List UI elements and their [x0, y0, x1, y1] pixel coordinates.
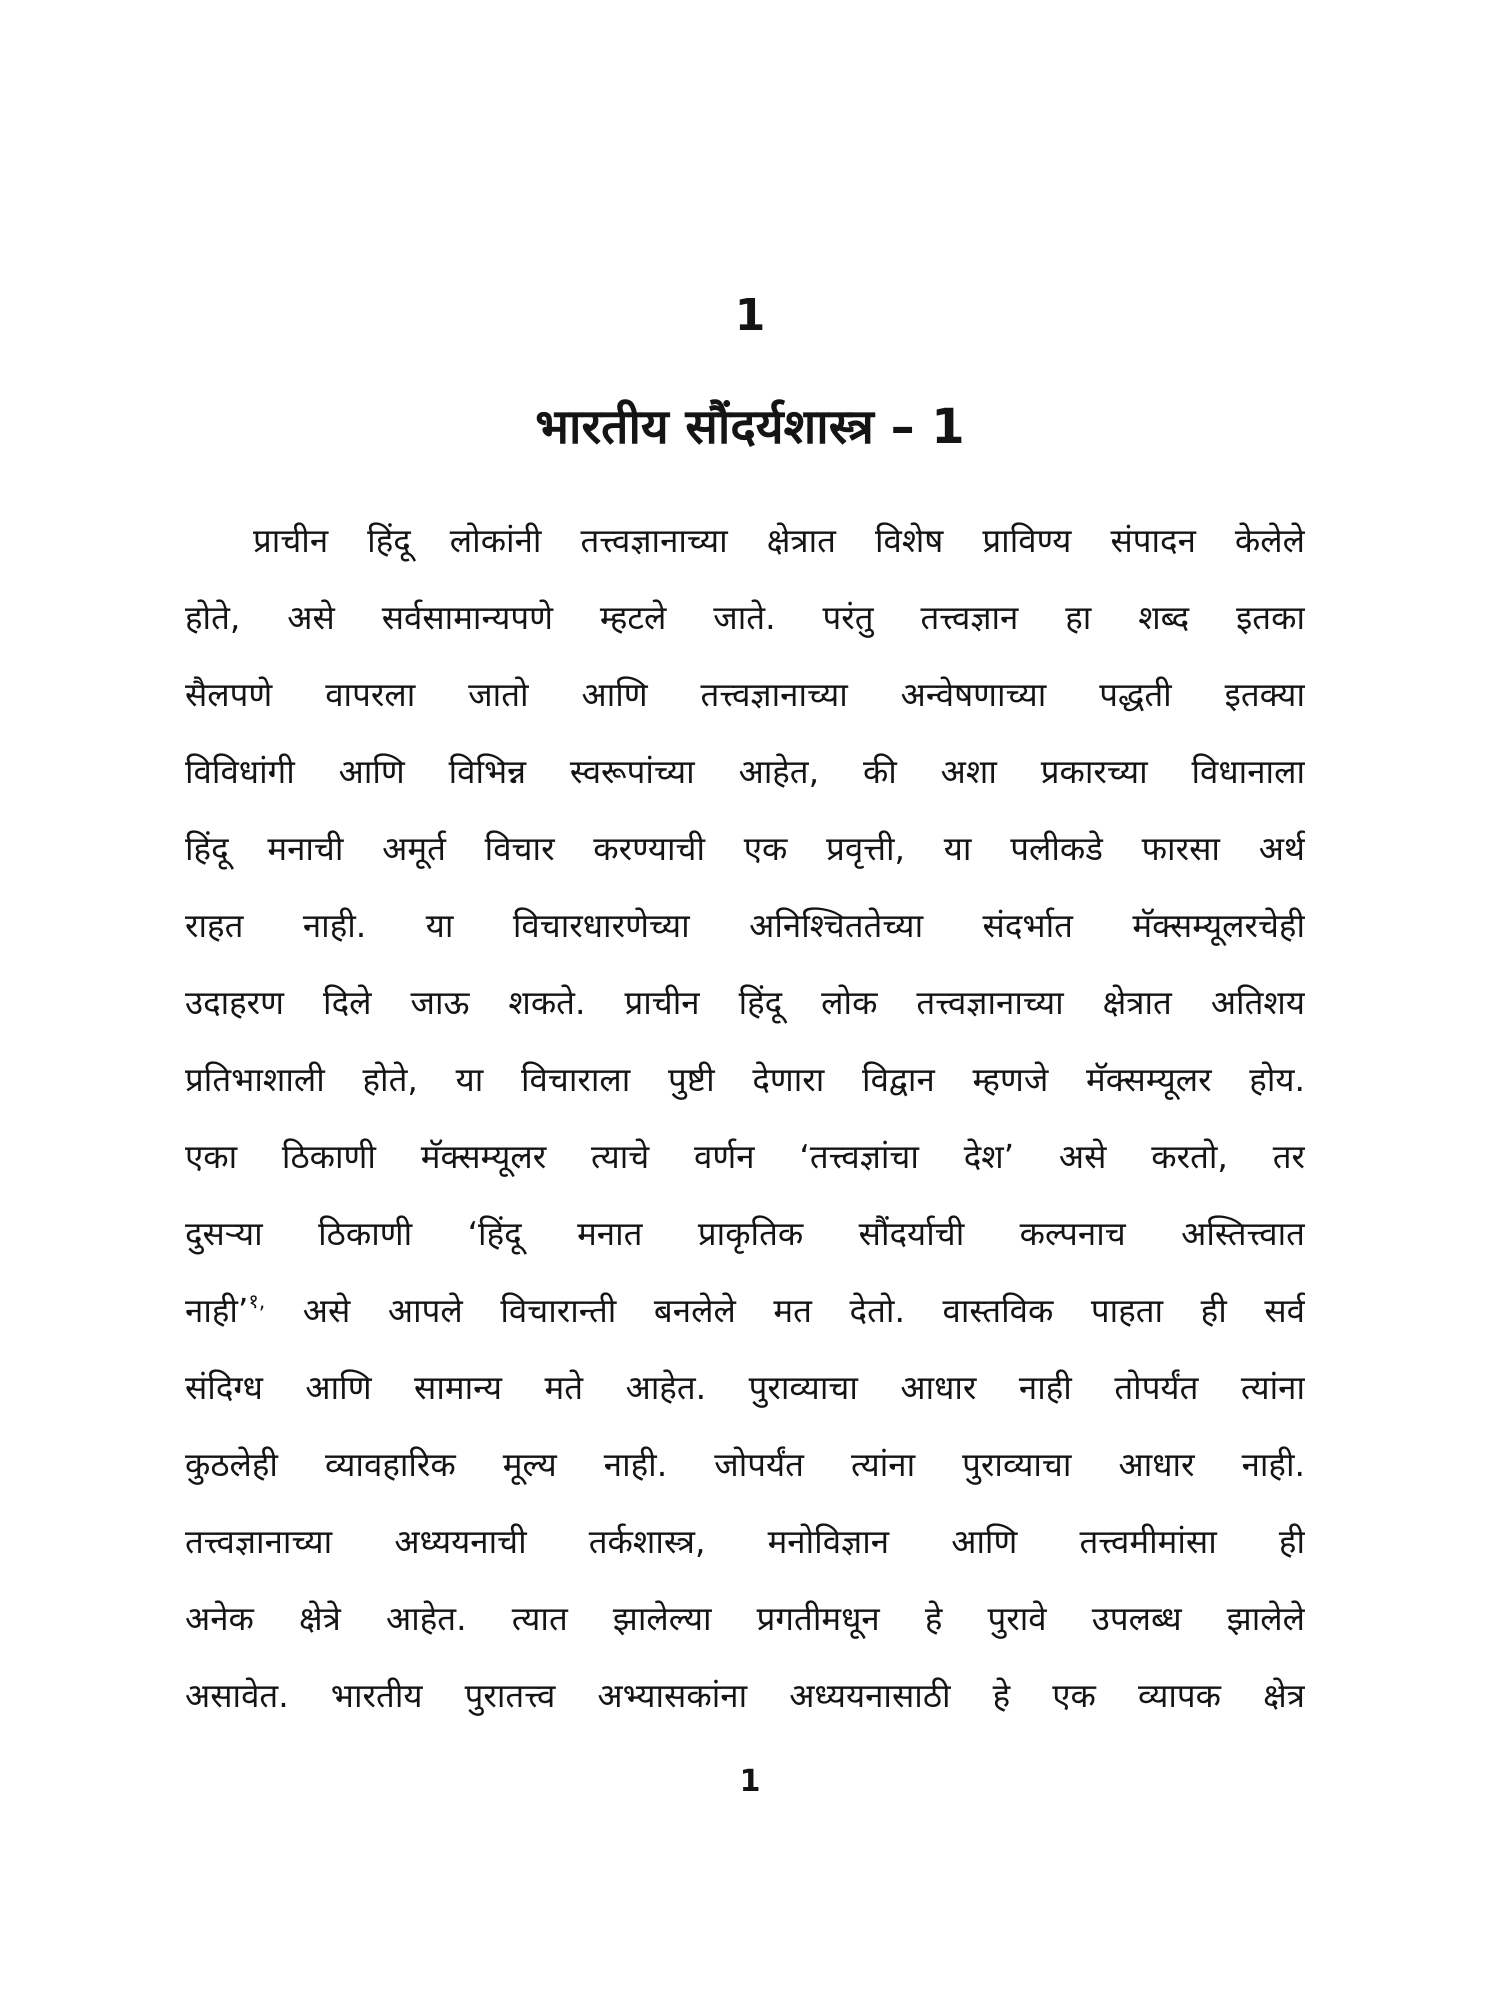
text-line: असावेत. भारतीय पुरातत्त्व अभ्यासकांना अध्ययनासाठी हे एक व्यापक क्षेत्र	[185, 1676, 1305, 1715]
text-line-with-footnote	[185, 1272, 1305, 1349]
text-fragment: असे आपले विचारान्ती बनलेले मत देतो. वास्तविक पाहता ही सर्व	[302, 1291, 1305, 1330]
body-paragraph	[185, 502, 1305, 1734]
footnote-marker[interactable]: १,	[248, 1289, 266, 1313]
text-line: संदिग्ध आणि सामान्य मते आहेत. पुराव्याचा आधार नाही तोपर्यंत त्यांना	[185, 1368, 1305, 1407]
text-line: प्रतिभाशाली होते, या विचाराला पुष्टी देणारा विद्वान म्हणजे मॅक्सम्यूलर होय.	[185, 1060, 1305, 1099]
text-line: अनेक क्षेत्रे आहेत. त्यात झालेल्या प्रगतीमधून हे पुरावे उपलब्ध झालेले	[185, 1599, 1305, 1638]
chapter-number: 1	[734, 290, 766, 341]
text-line: तत्त्वज्ञानाच्या अध्ययनाची तर्कशास्त्र, मनोविज्ञान आणि तत्त्वमीमांसा ही	[185, 1522, 1305, 1561]
text-line: कुठलेही व्यावहारिक मूल्य नाही. जोपर्यंत त्यांना पुराव्याचा आधार नाही.	[185, 1445, 1305, 1484]
text-line: उदाहरण दिले जाऊ शकते. प्राचीन हिंदू लोक तत्त्वज्ञानाच्या क्षेत्रात अतिशय	[185, 983, 1305, 1022]
text-line: दुसऱ्या ठिकाणी ‘हिंदू मनात प्राकृतिक सौंदर्याची कल्पनाच अस्तित्त्वात	[185, 1214, 1305, 1253]
text-line: होते, असे सर्वसामान्यपणे म्हटले जाते. परंतु तत्त्वज्ञान हा शब्द इतका	[185, 598, 1305, 637]
text-line: एका ठिकाणी मॅक्सम्यूलर त्याचे वर्णन ‘तत्त्वज्ञांचा देश’ असे करतो, तर	[185, 1137, 1305, 1176]
text-line: विविधांगी आणि विभिन्न स्वरूपांच्या आहेत, की अशा प्रकारच्या विधानाला	[185, 752, 1305, 791]
chapter-title: भारतीय सौंदर्यशास्त्र – 1	[535, 399, 965, 455]
text-fragment: नाही’	[185, 1291, 249, 1330]
text-line: सैलपणे वापरला जातो आणि तत्त्वज्ञानाच्या अन्वेषणाच्या पद्धती इतक्या	[185, 675, 1305, 714]
text-line: राहत नाही. या विचारधारणेच्या अनिश्चिततेच्या संदर्भात मॅक्सम्यूलरचेही	[185, 906, 1305, 945]
text-line: हिंदू मनाची अमूर्त विचार करण्याची एक प्रवृत्ती, या पलीकडे फारसा अर्थ	[185, 829, 1305, 868]
page-number: 1	[739, 1764, 761, 1799]
text-line: प्राचीन हिंदू लोकांनी तत्त्वज्ञानाच्या क्षेत्रात विशेष प्राविण्य संपादन केलेले	[253, 521, 1305, 560]
